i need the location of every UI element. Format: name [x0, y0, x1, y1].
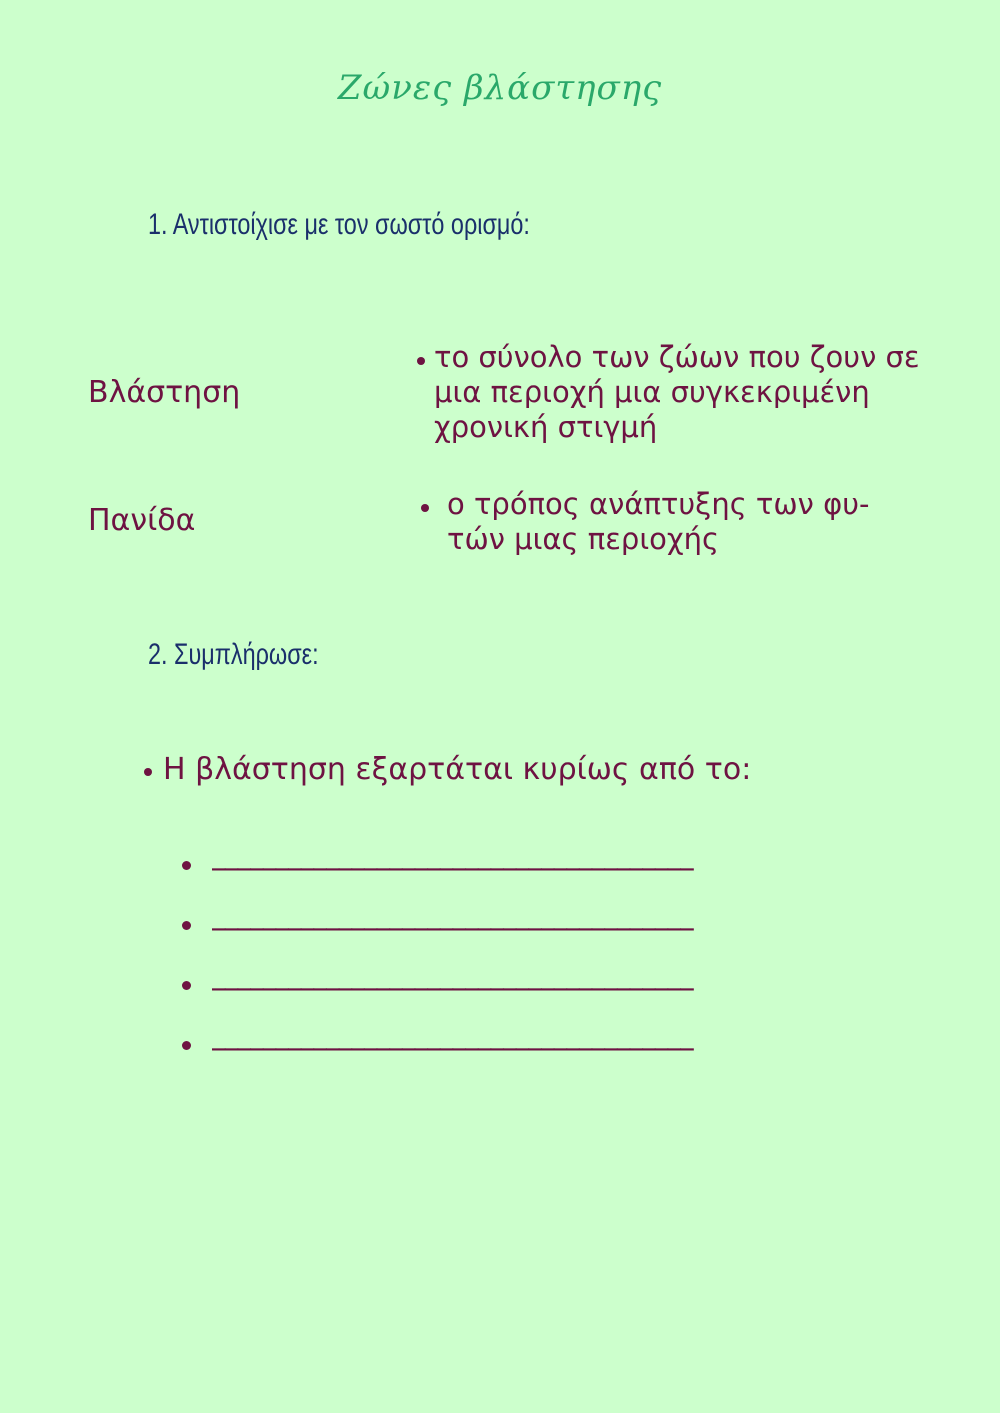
bullet-dot-icon	[182, 981, 191, 990]
worksheet-title: Ζώνες βλάστησης	[337, 68, 663, 108]
answer-blank-1[interactable]	[182, 845, 822, 885]
term-fauna[interactable]: Πανίδα	[88, 503, 196, 538]
answer-line[interactable]: ______________________________________	[212, 845, 693, 871]
bullet-dot-icon	[182, 861, 191, 870]
answer-blank-3[interactable]	[182, 965, 822, 1005]
fill-in-statement: Η βλάστηση εξαρτάται κυρίως από το:	[163, 752, 752, 787]
bullet-dot-icon	[421, 504, 429, 512]
answer-blank-2[interactable]	[182, 905, 822, 945]
definition-fauna[interactable]: το σύνολο των ζώων που ζουν σε μια περιοχή μια συγκεκριμένη χρονική στιγμή	[434, 340, 920, 444]
question-2-heading: 2. Συμπλήρωσε:	[148, 638, 319, 671]
definition-vegetation[interactable]: ο τρόπος ανάπτυξης των φυ-τών μιας περιοχής	[447, 487, 870, 556]
bullet-dot-icon	[182, 1041, 191, 1050]
question-1-heading: 1. Αντιστοίχισε με τον σωστό ορισμό:	[148, 208, 530, 241]
answer-line[interactable]: ______________________________________	[212, 965, 693, 991]
answer-line[interactable]: ______________________________________	[212, 905, 693, 931]
answer-blank-4[interactable]	[182, 1025, 822, 1065]
bullet-dot-icon	[182, 921, 191, 930]
bullet-dot-icon	[417, 357, 425, 365]
answer-line[interactable]: ______________________________________	[212, 1025, 693, 1051]
bullet-dot-icon	[144, 768, 152, 776]
term-vegetation[interactable]: Βλάστηση	[88, 375, 241, 410]
